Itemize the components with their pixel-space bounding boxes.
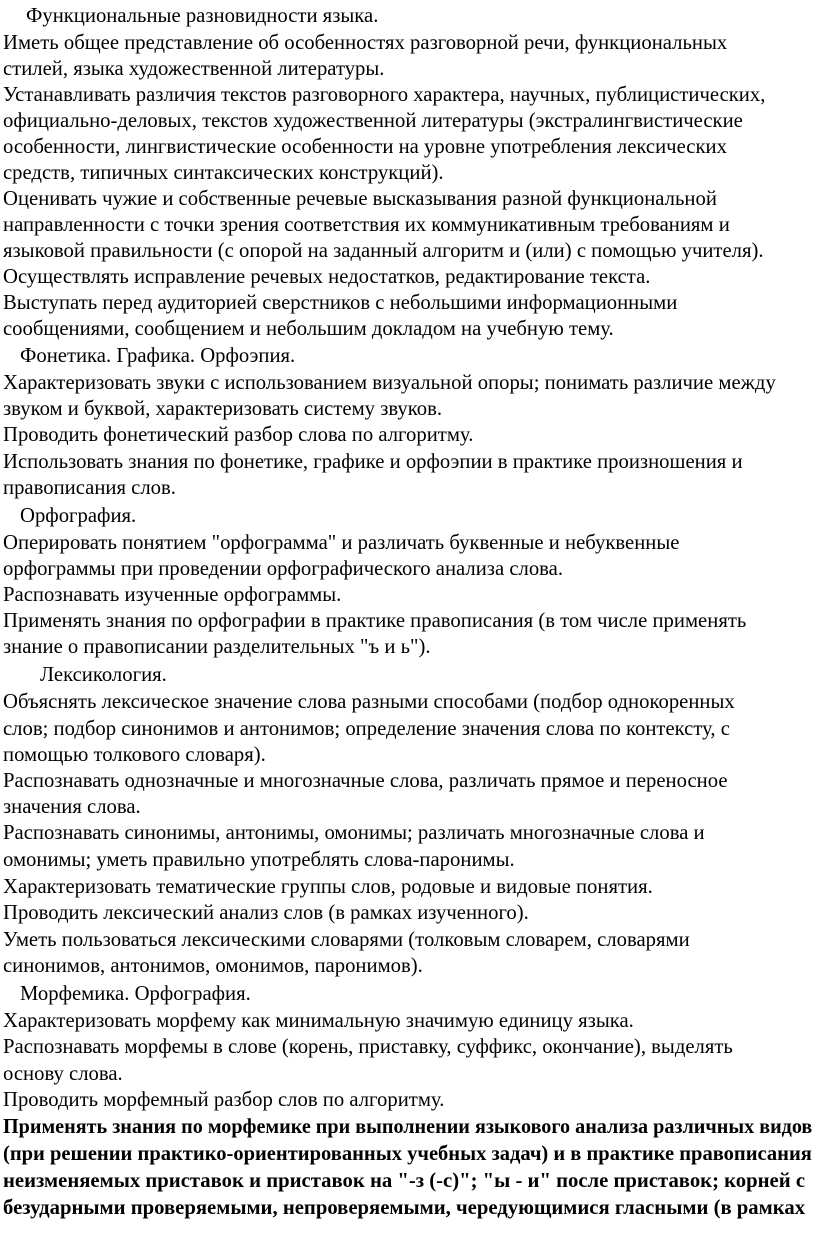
text-line: Распознавать изученные орфограммы. [3, 584, 342, 606]
text-line: Использовать знания по фонетике, графике и орфоэпии в практике произношения и [3, 451, 743, 473]
text-line: Оценивать чужие и собственные речевые высказывания разной функциональной [3, 188, 717, 210]
text-line: Оперировать понятием "орфограмма" и различать буквенные и небуквенные [3, 532, 680, 554]
text-line: основу слова. [3, 1063, 123, 1085]
text-line: Характеризовать тематические группы слов, родовые и видовые понятия. [3, 876, 653, 898]
text-line: Распознавать синонимы, антонимы, омонимы; различать многозначные слова и [3, 822, 705, 844]
text-line: Проводить фонетический разбор слова по алгоритму. [3, 424, 474, 446]
text-line-bold: Применять знания по морфемике при выполнении языкового анализа различных видов [3, 1116, 813, 1138]
text-line: Проводить морфемный разбор слов по алгоритму. [3, 1089, 445, 1111]
section-heading-phonetics: Фонетика. Графика. Орфоэпия. [20, 345, 296, 367]
section-heading-lexicology: Лексикология. [40, 664, 167, 686]
text-line: Характеризовать морфему как минимальную значимую единицу языка. [3, 1010, 634, 1032]
text-line: правописания слов. [3, 477, 176, 499]
text-line: Характеризовать звуки с использованием визуальной опоры; понимать различие между [3, 372, 776, 394]
text-line: синонимов, антонимов, омонимов, паронимов). [3, 955, 423, 977]
text-line-bold: безударными проверяемыми, непроверяемыми, чередующимися гласными (в рамках [3, 1197, 806, 1219]
text-line: Иметь общее представление об особенностях разговорной речи, функциональных [3, 32, 728, 54]
text-line: значения слова. [3, 796, 141, 818]
section-heading-orthography: Орфография. [20, 505, 137, 527]
text-line: Устанавливать различия текстов разговорного характера, научных, публицистических, [3, 84, 766, 106]
text-line: Применять знания по орфографии в практике правописания (в том числе применять [3, 610, 747, 632]
section-heading-functional-varieties: Функциональные разновидности языка. [26, 5, 379, 27]
text-line: сообщениями, сообщением и небольшим докладом на учебную тему. [3, 318, 614, 340]
text-line: Распознавать однозначные и многозначные слова, различать прямое и переносное [3, 770, 728, 792]
text-line: Уметь пользоваться лексическими словарями (толковым словарем, словарями [3, 929, 690, 951]
text-line: знание о правописании разделительных "ъ и ь"). [3, 636, 431, 658]
text-line: языковой правильности (с опорой на заданный алгоритм и (или) с помощью учителя). [3, 240, 764, 262]
text-line: официально-деловых, текстов художественной литературы (экстралингвистические [3, 110, 743, 132]
text-line: Объяснять лексическое значение слова разными способами (подбор однокоренных [3, 691, 735, 713]
text-line: особенности, лингвистические особенности на уровне употребления лексических [3, 136, 727, 158]
text-line: Проводить лексический анализ слов (в рамках изученного). [3, 902, 529, 924]
text-line: средств, типичных синтаксических конструкций). [3, 162, 444, 184]
text-line: Распознавать морфемы в слове (корень, приставку, суффикс, окончание), выделять [3, 1036, 733, 1058]
text-line-bold: неизменяемых приставок и приставок на "-з (-с)"; "ы - и" после приставок; корней с [3, 1170, 806, 1192]
text-line: орфограммы при проведении орфографического анализа слова. [3, 558, 564, 580]
text-line: направленности с точки зрения соответствия их коммуникативным требованиям и [3, 214, 730, 236]
text-line: стилей, языка художественной литературы. [3, 58, 385, 80]
text-line: слов; подбор синонимов и антонимов; определение значения слова по контексту, с [3, 718, 730, 740]
text-line-bold: (при решении практико-ориентированных учебных задач) и в практике правописания [3, 1143, 812, 1165]
text-line: помощью толкового словаря). [3, 744, 266, 766]
text-line: звуком и буквой, характеризовать систему звуков. [3, 398, 443, 420]
text-line: Осуществлять исправление речевых недостатков, редактирование текста. [3, 266, 651, 288]
text-line: омонимы; уметь правильно употреблять слова-паронимы. [3, 849, 515, 871]
text-line: Выступать перед аудиторией сверстников с небольшими информационными [3, 292, 678, 314]
section-heading-morphemics: Морфемика. Орфография. [20, 983, 251, 1005]
